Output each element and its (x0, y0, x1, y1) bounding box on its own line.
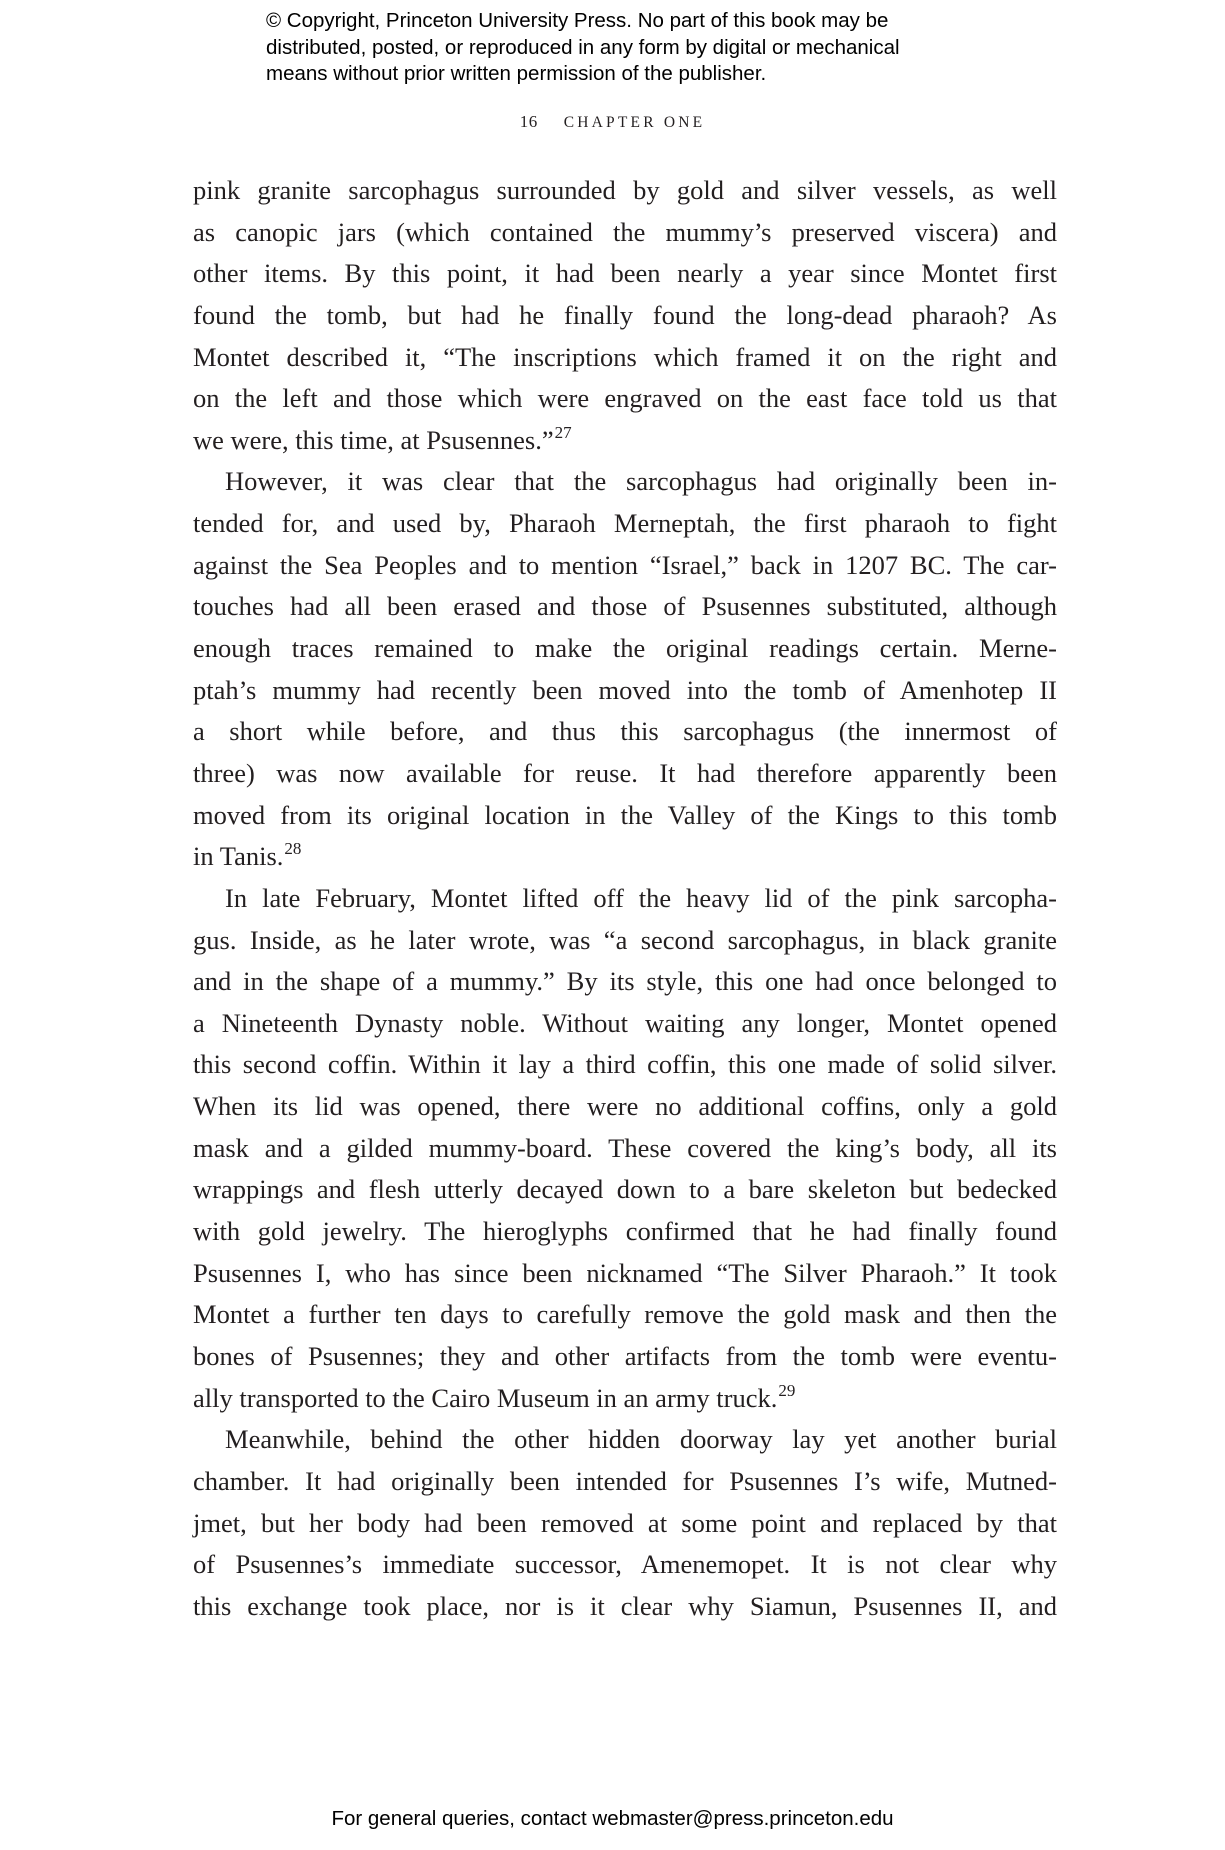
text-line-content: ally transported to the Cairo Museum in an army truck. (193, 1382, 778, 1413)
text-line: a short while before, and thus this sarcophagus (the innermost of (193, 716, 1057, 747)
text-line (193, 836, 1057, 878)
text-line: with gold jewelry. The hieroglyphs confirmed that he had finally found (193, 1216, 1057, 1247)
text-line: chamber. It had originally been intended for Psusennes I’s wife, Mutned- (193, 1465, 1057, 1496)
footer-contact: For general queries, contact webmaster@press.princeton.edu (331, 1807, 894, 1830)
body-text (193, 170, 1057, 1627)
text-line: Meanwhile, behind the other hidden doorway lay yet another burial (225, 1424, 1057, 1455)
text-line: Psusennes I, who has since been nicknamed “The Silver Pharaoh.” It took (193, 1257, 1057, 1288)
text-line: on the left and those which were engraved on the east face told us that (193, 383, 1057, 414)
text-line: three) was now available for reuse. It had therefore apparently been (193, 757, 1057, 788)
text-line (193, 420, 1057, 462)
text-line: bones of Psusennes; they and other artifacts from the tomb were eventu- (193, 1340, 1057, 1371)
footnote-marker[interactable]: 27 (554, 422, 572, 442)
text-line: touches had all been erased and those of Psusennes substituted, although (193, 591, 1057, 622)
text-line: mask and a gilded mummy-board. These covered the king’s body, all its (193, 1132, 1057, 1163)
text-line: ptah’s mummy had recently been moved into the tomb of Amenhotep II (193, 674, 1057, 705)
text-line: other items. By this point, it had been nearly a year since Montet first (193, 258, 1057, 289)
copyright-line: © Copyright, Princeton University Press. No part of this book may be (266, 9, 889, 32)
text-line: a Nineteenth Dynasty noble. Without waiting any longer, Montet opened (193, 1007, 1057, 1038)
footnote-marker[interactable]: 29 (778, 1380, 796, 1400)
paragraph (193, 878, 1057, 1419)
text-line: found the tomb, but had he finally found the long-dead pharaoh? As (193, 299, 1057, 330)
text-line (193, 1378, 1057, 1420)
text-line: gus. Inside, as he later wrote, was “a second sarcophagus, in black granite (193, 924, 1057, 955)
text-line: and in the shape of a mummy.” By its style, this one had once belonged to (193, 966, 1057, 997)
text-line-content: in Tanis. (193, 841, 284, 872)
copyright-line: distributed, posted, or reproduced in any form by digital or mechanical (266, 35, 900, 59)
text-line: moved from its original location in the Valley of the Kings to this tomb (193, 799, 1057, 830)
text-line: When its lid was opened, there were no additional coffins, only a gold (193, 1091, 1057, 1122)
copyright-line: means without prior written permission of the publisher. (266, 62, 767, 85)
text-line: this exchange took place, nor is it clear why Siamun, Psusennes II, and (193, 1590, 1057, 1621)
text-line: this second coffin. Within it lay a third coffin, this one made of solid silver. (193, 1049, 1057, 1080)
text-line: against the Sea Peoples and to mention “Israel,” back in 1207 BC. The car- (193, 549, 1057, 580)
text-line: of Psusennes’s immediate successor, Amenemopet. It is not clear why (193, 1549, 1057, 1580)
paragraph (193, 170, 1057, 461)
paragraph (193, 461, 1057, 877)
text-line: enough traces remained to make the original readings certain. Merne- (193, 633, 1057, 664)
footnote-marker[interactable]: 28 (284, 839, 302, 859)
chapter-title: CHAPTER ONE (563, 114, 706, 131)
text-line: Montet described it, “The inscriptions which framed it on the right and (193, 341, 1057, 372)
text-line: jmet, but her body had been removed at some point and replaced by that (193, 1507, 1057, 1538)
paragraph (193, 1419, 1057, 1627)
text-line: tended for, and used by, Pharaoh Merneptah, the first pharaoh to fight (193, 508, 1057, 539)
text-line: as canopic jars (which contained the mummy’s preserved viscera) and (193, 216, 1057, 247)
text-line: wrappings and flesh utterly decayed down to a bare skeleton but bedecked (193, 1174, 1057, 1205)
running-head (0, 112, 1225, 132)
text-line: In late February, Montet lifted off the heavy lid of the pink sarcopha- (225, 882, 1057, 913)
text-line: However, it was clear that the sarcophagus had originally been in- (225, 466, 1057, 497)
text-line: Montet a further ten days to carefully remove the gold mask and then the (193, 1299, 1057, 1330)
text-line: pink granite sarcophagus surrounded by gold and silver vessels, as well (193, 175, 1057, 205)
page-number: 16 (519, 112, 538, 131)
text-line-content: we were, this time, at Psusennes.” (193, 424, 554, 455)
copyright-notice (266, 8, 1066, 88)
